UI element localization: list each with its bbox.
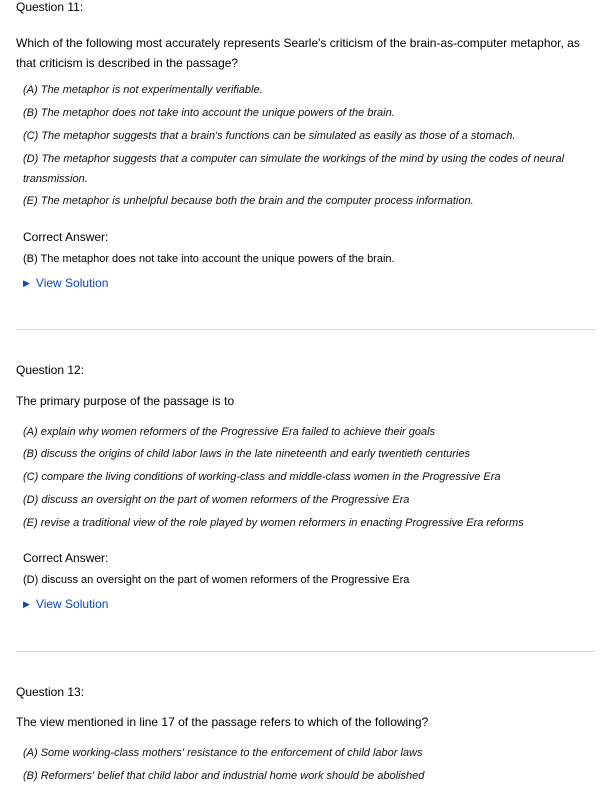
question-12-correct-answer-label: Correct Answer:: [23, 551, 109, 565]
view-solution-label: View Solution: [35, 276, 109, 290]
question-divider: [16, 329, 596, 330]
question-11-label: Question 11:: [16, 0, 84, 14]
question-11-option-d: (D) The metaphor suggests that a computer can simulate the workings of the mind by using the codes of neural transmission.: [23, 153, 565, 185]
question-12-label: Question 12:: [16, 363, 85, 377]
question-12-view-solution[interactable]: [23, 597, 108, 612]
caret-right-icon: ▶: [23, 278, 30, 288]
question-11-option-e: (E) The metaphor is unhelpful because both the brain and the computer process information.: [23, 195, 474, 207]
question-13-label: Question 13:: [16, 685, 85, 699]
question-11-option-a: (A) The metaphor is not experimentally verifiable.: [23, 84, 263, 96]
question-12-correct-answer: (D) discuss an oversight on the part of women reformers of the Progressive Era: [23, 574, 410, 586]
question-12-stem: The primary purpose of the passage is to: [16, 394, 235, 408]
question-11-correct-answer-label: Correct Answer:: [23, 230, 109, 244]
question-12-option-b: (B) discuss the origins of child labor laws in the late nineteenth and early twentieth centuries: [23, 448, 470, 460]
question-13-option-a: (A) Some working-class mothers' resistance to the enforcement of child labor laws: [23, 747, 423, 759]
question-11-stem: Which of the following most accurately represents Searle's criticism of the brain-as-computer metaphor, as that criticism is described in the passage?: [16, 36, 580, 70]
question-11-option-b: (B) The metaphor does not take into account the unique powers of the brain.: [23, 107, 395, 119]
question-divider: [16, 651, 596, 652]
question-12-option-e: (E) revise a traditional view of the role played by women reformers in enacting Progressive Era reforms: [23, 517, 524, 529]
caret-right-icon: ▶: [23, 599, 30, 609]
question-12-option-d: (D) discuss an oversight on the part of women reformers of the Progressive Era: [23, 494, 410, 506]
question-11-view-solution[interactable]: [23, 276, 108, 291]
question-13-option-b: (B) Reformers' belief that child labor and industrial home work should be abolished: [23, 770, 425, 782]
question-12-option-a: (A) explain why women reformers of the Progressive Era failed to achieve their goals: [23, 426, 436, 438]
question-12-option-c: (C) compare the living conditions of working-class and middle-class women in the Progressive Era: [23, 471, 501, 483]
question-11-option-c: (C) The metaphor suggests that a brain's functions can be simulated as easily as those of a stomach.: [23, 130, 516, 142]
question-13-stem: The view mentioned in line 17 of the passage refers to which of the following?: [16, 715, 429, 729]
question-11-correct-answer: (B) The metaphor does not take into account the unique powers of the brain.: [23, 253, 395, 265]
view-solution-label: View Solution: [35, 597, 109, 611]
